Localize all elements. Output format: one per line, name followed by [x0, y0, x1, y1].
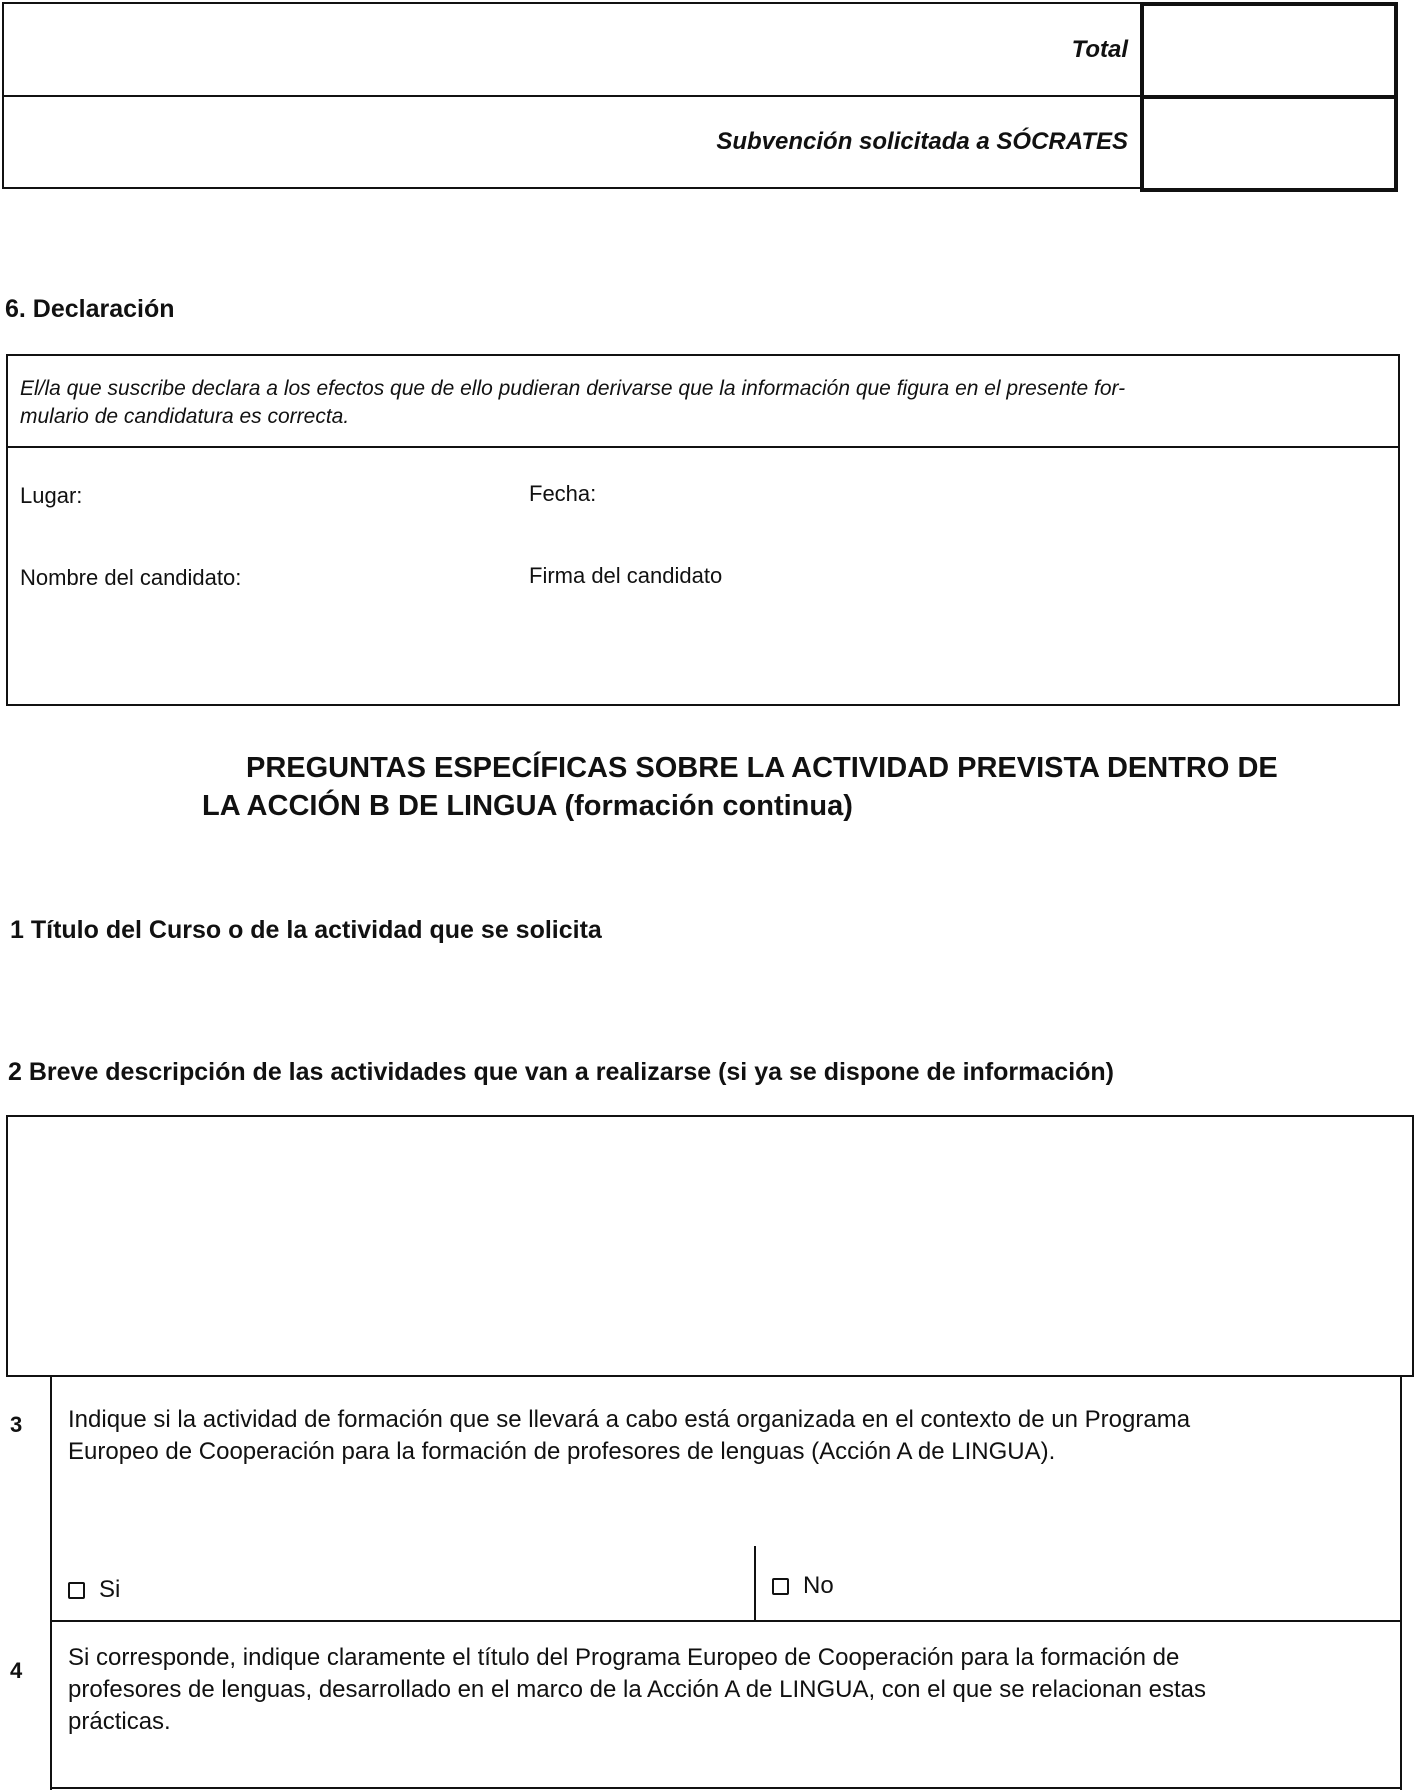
question-2-heading: 2 Breve descripción de las actividades que van a realizarse (si ya se dispone de información) — [8, 1058, 1115, 1086]
question-3-text-line2: Europeo de Cooperación para la formación de profesores de lenguas (Acción A de LINGUA). — [68, 1438, 1056, 1465]
totals-mid-border — [2, 95, 1142, 97]
specific-questions-title-line1: PREGUNTAS ESPECÍFICAS SOBRE LA ACTIVIDAD PREVISTA DENTRO DE — [246, 752, 1278, 784]
option-no-label: No — [803, 1572, 834, 1599]
total-value-box[interactable] — [1140, 2, 1398, 99]
declaration-statement-line1: El/la que suscribe declara a los efectos que de ello pudieran derivarse que la información que figura en el presente for- — [20, 377, 1126, 400]
option-yes-label: Si — [99, 1576, 121, 1603]
q3-option-divider — [754, 1546, 756, 1622]
subsidy-value-box[interactable] — [1140, 95, 1398, 192]
question-3-number: 3 — [10, 1412, 23, 1437]
date-label: Fecha: — [529, 481, 597, 506]
totals-bottom-border — [2, 187, 1142, 189]
question-4-text-line2: profesores de lenguas, desarrollado en el marco de la Acción A de LINGUA, con el que se relacionan estas — [68, 1676, 1207, 1703]
question-1-heading: 1 Título del Curso o de la actividad que se solicita — [10, 916, 602, 944]
declaration-heading: 6. Declaración — [5, 295, 175, 323]
question-4-text-line3: prácticas. — [68, 1708, 171, 1735]
option-yes[interactable] — [68, 1576, 120, 1604]
candidate-name-label: Nombre del candidato: — [20, 565, 242, 590]
totals-top-border — [2, 2, 1142, 4]
checkbox-yes-icon[interactable] — [68, 1582, 85, 1599]
question-2-answer-box[interactable] — [6, 1115, 1414, 1377]
place-label: Lugar: — [20, 483, 83, 508]
option-no[interactable] — [772, 1572, 834, 1600]
checkbox-no-icon[interactable] — [772, 1578, 789, 1595]
q3-right-border — [1400, 1376, 1402, 1790]
q3-left-border — [50, 1376, 52, 1790]
declaration-statement-line2: mulario de candidatura es correcta. — [20, 405, 350, 428]
question-4-text-line1: Si corresponde, indique claramente el título del Programa Europeo de Cooperación para la formación de — [68, 1644, 1180, 1671]
question-4-number: 4 — [10, 1658, 23, 1683]
specific-questions-title-line2: LA ACCIÓN B DE LINGUA (formación continua) — [202, 790, 853, 822]
declaration-divider — [6, 446, 1400, 448]
signature-label: Firma del candidato — [529, 563, 723, 588]
subsidy-label: Subvención solicitada a SÓCRATES — [716, 128, 1128, 155]
q3-bottom-border — [50, 1620, 1402, 1622]
total-label: Total — [1071, 36, 1128, 63]
q4-bottom-border — [50, 1787, 1402, 1789]
question-3-text-line1: Indique si la actividad de formación que se llevará a cabo está organizada en el contexto de un Programa — [68, 1406, 1191, 1433]
